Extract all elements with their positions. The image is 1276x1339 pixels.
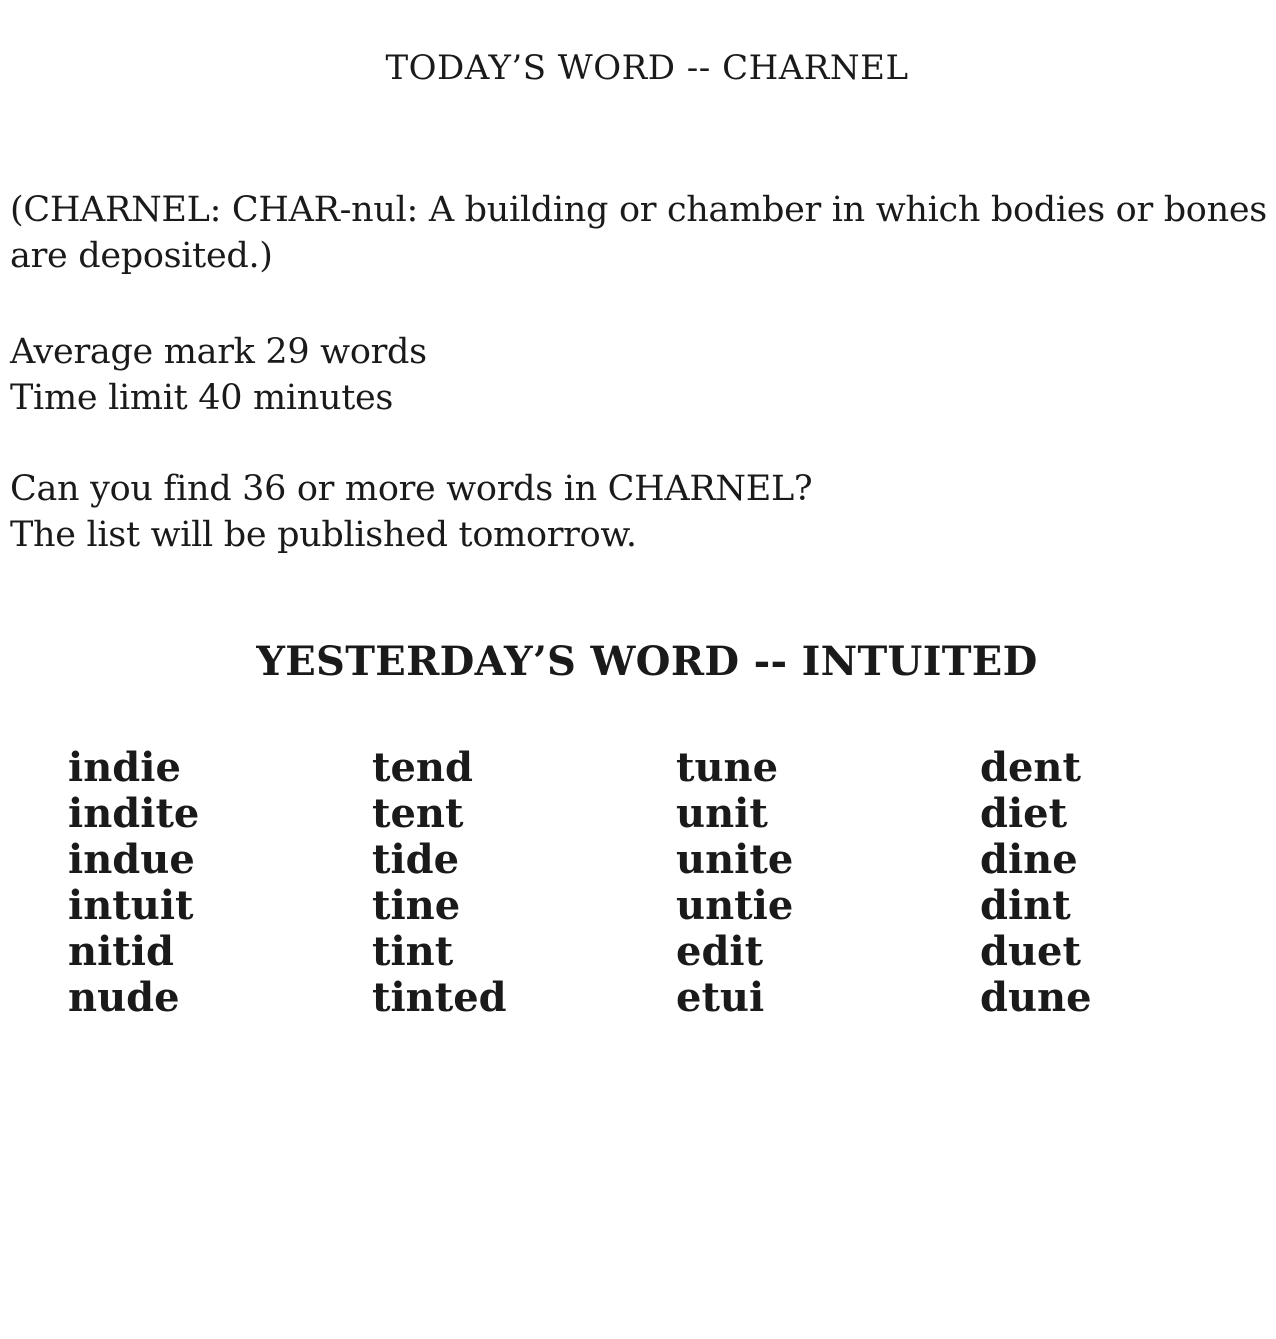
word-list-item: dune (980, 974, 1092, 1021)
word-list-item: dint (980, 882, 1071, 929)
yesterdays-word-title: YESTERDAY’S WORD -- INTUITED (256, 638, 1038, 685)
word-list-item: etui (676, 974, 765, 1021)
word-list-item: indite (68, 790, 200, 837)
word-list-item: unit (676, 790, 768, 837)
puzzle-stats (10, 329, 427, 421)
todays-word-title: TODAY’S WORD -- CHARNEL (385, 48, 909, 88)
word-list-item: tinted (372, 974, 507, 1021)
word-column (676, 745, 793, 1021)
word-list-item: tent (372, 790, 464, 837)
publish-note: The list will be published tomorrow. (10, 515, 637, 555)
challenge-text (10, 466, 812, 558)
word-list-item: tide (372, 836, 460, 883)
word-list-item: diet (980, 790, 1068, 837)
word-column (980, 745, 1092, 1021)
word-list-item: duet (980, 928, 1081, 975)
word-list-item: tend (372, 744, 473, 791)
word-list-item: indue (68, 836, 195, 883)
word-list-item: untie (676, 882, 794, 929)
word-list-item: tint (372, 928, 454, 975)
word-list-item: dine (980, 836, 1078, 883)
average-mark: Average mark 29 words (10, 332, 427, 372)
word-list-item: dent (980, 744, 1081, 791)
word-list-item: tine (372, 882, 461, 929)
word-definition (10, 187, 1272, 279)
word-list-item: edit (676, 928, 764, 975)
yesterdays-word-list (68, 745, 1276, 1045)
word-list-item: indie (68, 744, 181, 791)
word-list-item: nude (68, 974, 180, 1021)
word-list-item: nitid (68, 928, 174, 975)
time-limit: Time limit 40 minutes (10, 378, 394, 418)
definition-line: are deposited.) (10, 236, 273, 276)
word-column (68, 745, 199, 1021)
challenge-question: Can you find 36 or more words in CHARNEL? (10, 469, 813, 509)
definition-line: (CHARNEL: CHAR-nul: A building or chamber in which bodies or bones (10, 190, 1267, 230)
word-column (372, 745, 507, 1021)
word-list-item: intuit (68, 882, 194, 929)
word-list-item: tune (676, 744, 779, 791)
word-list-item: unite (676, 836, 794, 883)
